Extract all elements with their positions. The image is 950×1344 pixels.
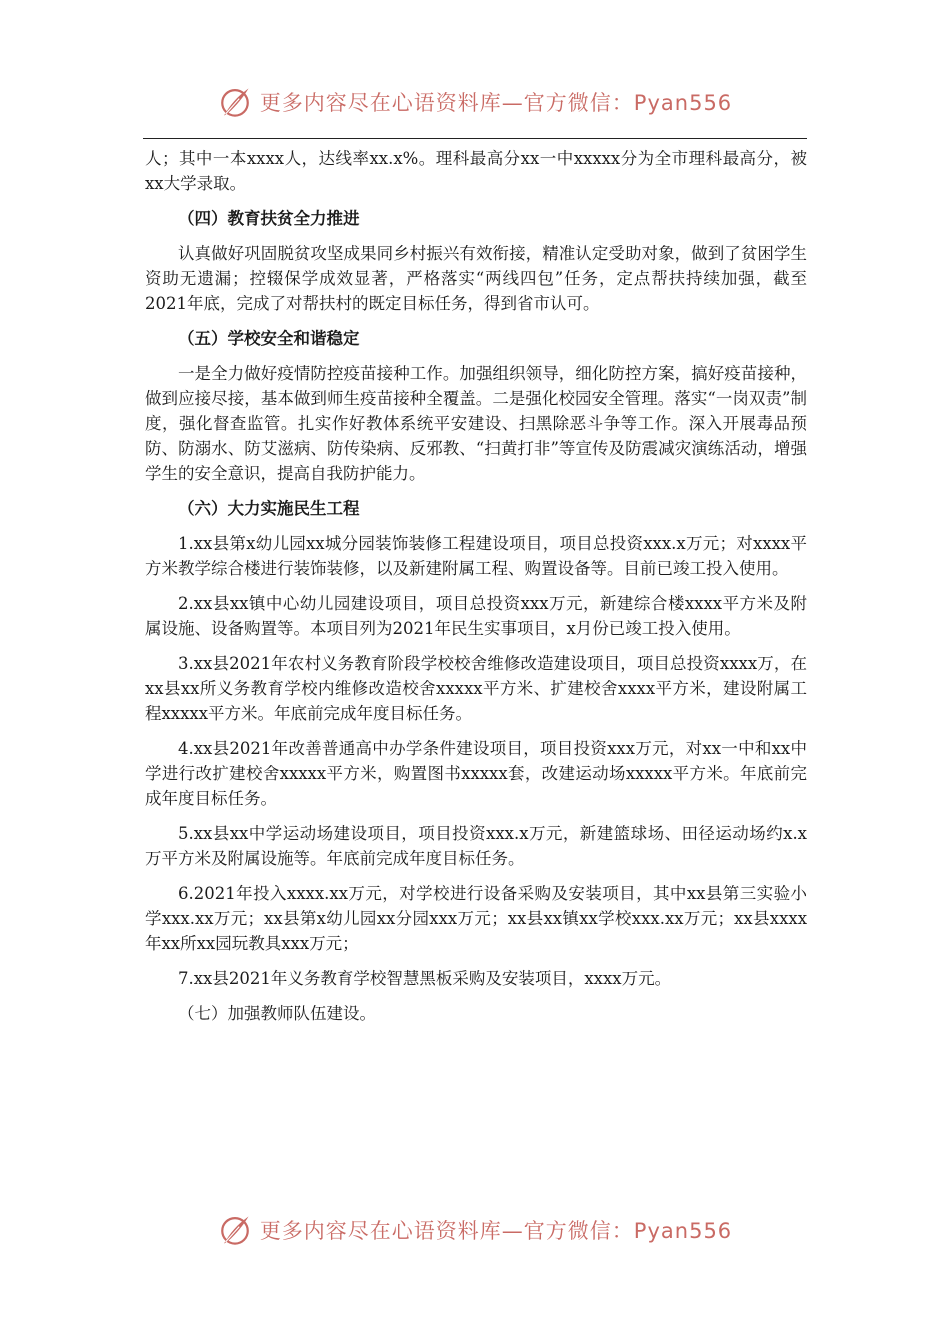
continuation-paragraph: 人；其中一本xxxx人，达线率xx.x%。理科最高分xx一中xxxxx分为全市理科最高分，被xx大学录取。: [145, 149, 807, 193]
project-item-1: 1.xx县第x幼儿园xx城分园装饰装修工程建设项目，项目总投资xxx.x万元；对xxxx平方米教学综合楼进行装饰装修，以及新建附属工程、购置设备等。目前已竣工投入使用。: [145, 534, 807, 578]
footer-banner: [0, 1210, 950, 1250]
section-heading-7: （七）加强教师队伍建设。: [178, 1004, 376, 1023]
banner-text: 更多内容尽在心语资料库—官方微信：Pyan556: [259, 1219, 733, 1243]
header-banner: [0, 82, 950, 122]
project-item-4: 4.xx县2021年改善普通高中办学条件建设项目，项目投资xxx万元，对xx一中和xx中学进行改扩建校舍xxxxx平方米，购置图书xxxxx套，改建运动场xxxxx平方米。年底前完成年度目标任务。: [145, 739, 807, 808]
section-heading-5: （五）学校安全和谐稳定: [178, 329, 360, 348]
project-item-5: 5.xx县xx中学运动场建设项目，项目投资xxx.x万元，新建篮球场、田径运动场约x.x万平方米及附属设施等。年底前完成年度目标任务。: [145, 824, 807, 868]
section-heading-4: （四）教育扶贫全力推进: [178, 209, 360, 228]
section-4-paragraph-1: 认真做好巩固脱贫攻坚成果同乡村振兴有效衔接，精准认定受助对象，做到了贫困学生资助无遗漏；控辍保学成效显著，严格落实“两线四包”任务，定点帮扶持续加强，截至2021年底，完成了对帮扶村的既定目标任务，得到省市认可。: [145, 244, 807, 313]
quill-pen-logo-icon: [218, 1213, 252, 1247]
project-item-3: 3.xx县2021年农村义务教育阶段学校校舍维修改造建设项目，项目总投资xxxx万，在xx县xx所义务教育学校内维修改造校舍xxxxx平方米、扩建校舍xxxx平方米，建设附属工程xxxxx平方米。年底前完成年度目标任务。: [145, 654, 807, 723]
project-item-2: 2.xx县xx镇中心幼儿园建设项目，项目总投资xxx万元，新建综合楼xxxx平方米及附属设施、设备购置等。本项目列为2021年民生实事项目，x月份已竣工投入使用。: [145, 594, 807, 638]
header-divider: [143, 138, 807, 139]
document-body: [145, 146, 807, 1026]
project-item-6: 6.2021年投入xxxx.xx万元，对学校进行设备采购及安装项目，其中xx县第三实验小学xxx.xx万元；xx县第x幼儿园xx分园xxx万元；xx县xx镇xx学校xxx.xx万元；xx县xxxx年xx所xx园玩教具xxx万元；: [145, 884, 807, 953]
section-heading-6: （六）大力实施民生工程: [178, 499, 360, 518]
quill-pen-logo-icon: [218, 85, 252, 119]
section-5-paragraph-1: 一是全力做好疫情防控疫苗接种工作。加强组织领导，细化防控方案，搞好疫苗接种，做到应接尽接，基本做到师生疫苗接种全覆盖。二是强化校园安全管理。落实“一岗双责”制度，强化督查监管。扎实作好教体系统平安建设、扫黑除恶斗争等工作。深入开展毒品预防、防溺水、防艾滋病、防传染病、反邪教、“扫黄打非”等宣传及防震减灾演练活动，增强学生的安全意识，提高自我防护能力。: [145, 364, 807, 483]
project-item-7: 7.xx县2021年义务教育学校智慧黑板采购及安装项目，xxxx万元。: [178, 969, 672, 988]
banner-text: 更多内容尽在心语资料库—官方微信：Pyan556: [259, 91, 733, 115]
